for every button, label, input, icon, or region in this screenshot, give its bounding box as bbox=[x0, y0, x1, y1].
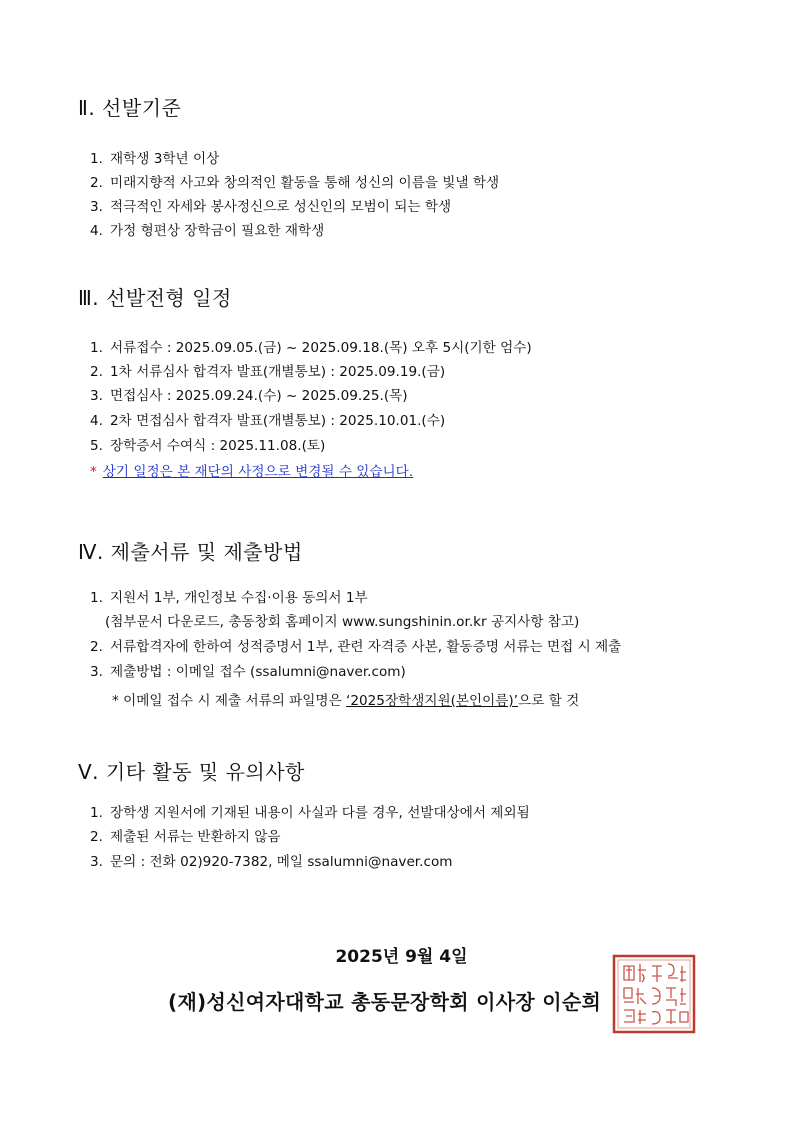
list-item: 2. 서류합격자에 한하여 성적증명서 1부, 관련 자격증 사본, 활동증명 서류는 면접 시 제출 bbox=[90, 639, 622, 655]
list-item: (첨부문서 다운로드, 총동창회 홈페이지 www.sungshinin.or.kr 공지사항 참고) bbox=[105, 614, 580, 630]
list-item: 1. 지원서 1부, 개인정보 수집·이용 동의서 1부 bbox=[90, 590, 368, 606]
list-item: 4. 2차 면접심사 합격자 발표(개별통보) : 2025.10.01.(수) bbox=[90, 413, 446, 429]
schedule-change-note: * 상기 일정은 본 재단의 사정으로 변경될 수 있습니다. bbox=[90, 464, 414, 480]
list-item: 1. 재학생 3학년 이상 bbox=[90, 151, 220, 167]
list-item: 2. 제출된 서류는 반환하지 않음 bbox=[90, 829, 281, 845]
list-item: 2. 미래지향적 사고와 창의적인 활동을 통해 성신의 이름을 빛낼 학생 bbox=[90, 175, 500, 191]
list-item: 3. 적극적인 자세와 봉사정신으로 성신인의 모범이 되는 학생 bbox=[90, 199, 452, 215]
issue-date: 2025년 9월 4일 bbox=[335, 947, 468, 967]
list-item: 2. 1차 서류심사 합격자 발표(개별통보) : 2025.09.19.(금) bbox=[90, 364, 446, 380]
list-item: 3. 면접심사 : 2025.09.24.(수) ~ 2025.09.25.(목) bbox=[90, 388, 408, 404]
list-item: 3. 문의 : 전화 02)920-7382, 메일 ssalumni@naver.com bbox=[90, 854, 453, 870]
section-title-criteria: Ⅱ. 선발기준 bbox=[78, 96, 182, 120]
section-title-documents: Ⅳ. 제출서류 및 제출방법 bbox=[78, 540, 303, 564]
list-item: 3. 제출방법 : 이메일 접수 (ssalumni@naver.com) bbox=[90, 664, 406, 680]
section-title-notes: Ⅴ. 기타 활동 및 유의사항 bbox=[78, 760, 305, 784]
list-item: 4. 가정 형편상 장학금이 필요한 재학생 bbox=[90, 223, 325, 239]
section-title-schedule: Ⅲ. 선발전형 일정 bbox=[78, 286, 232, 310]
official-seal-icon bbox=[612, 954, 696, 1034]
filename-note: * 이메일 접수 시 제출 서류의 파일명은 ‘2025장학생지원(본인이름)’으로 할 것 bbox=[112, 693, 580, 709]
list-item: 1. 서류접수 : 2025.09.05.(금) ~ 2025.09.18.(목) 오후 5시(기한 엄수) bbox=[90, 340, 532, 356]
list-item: 5. 장학증서 수여식 : 2025.11.08.(토) bbox=[90, 438, 326, 454]
list-item: 1. 장학생 지원서에 기재된 내용이 사실과 다를 경우, 선발대상에서 제외됨 bbox=[90, 805, 530, 821]
signature-line: (재)성신여자대학교 총동문장학회 이사장 이순희 bbox=[168, 990, 602, 1014]
